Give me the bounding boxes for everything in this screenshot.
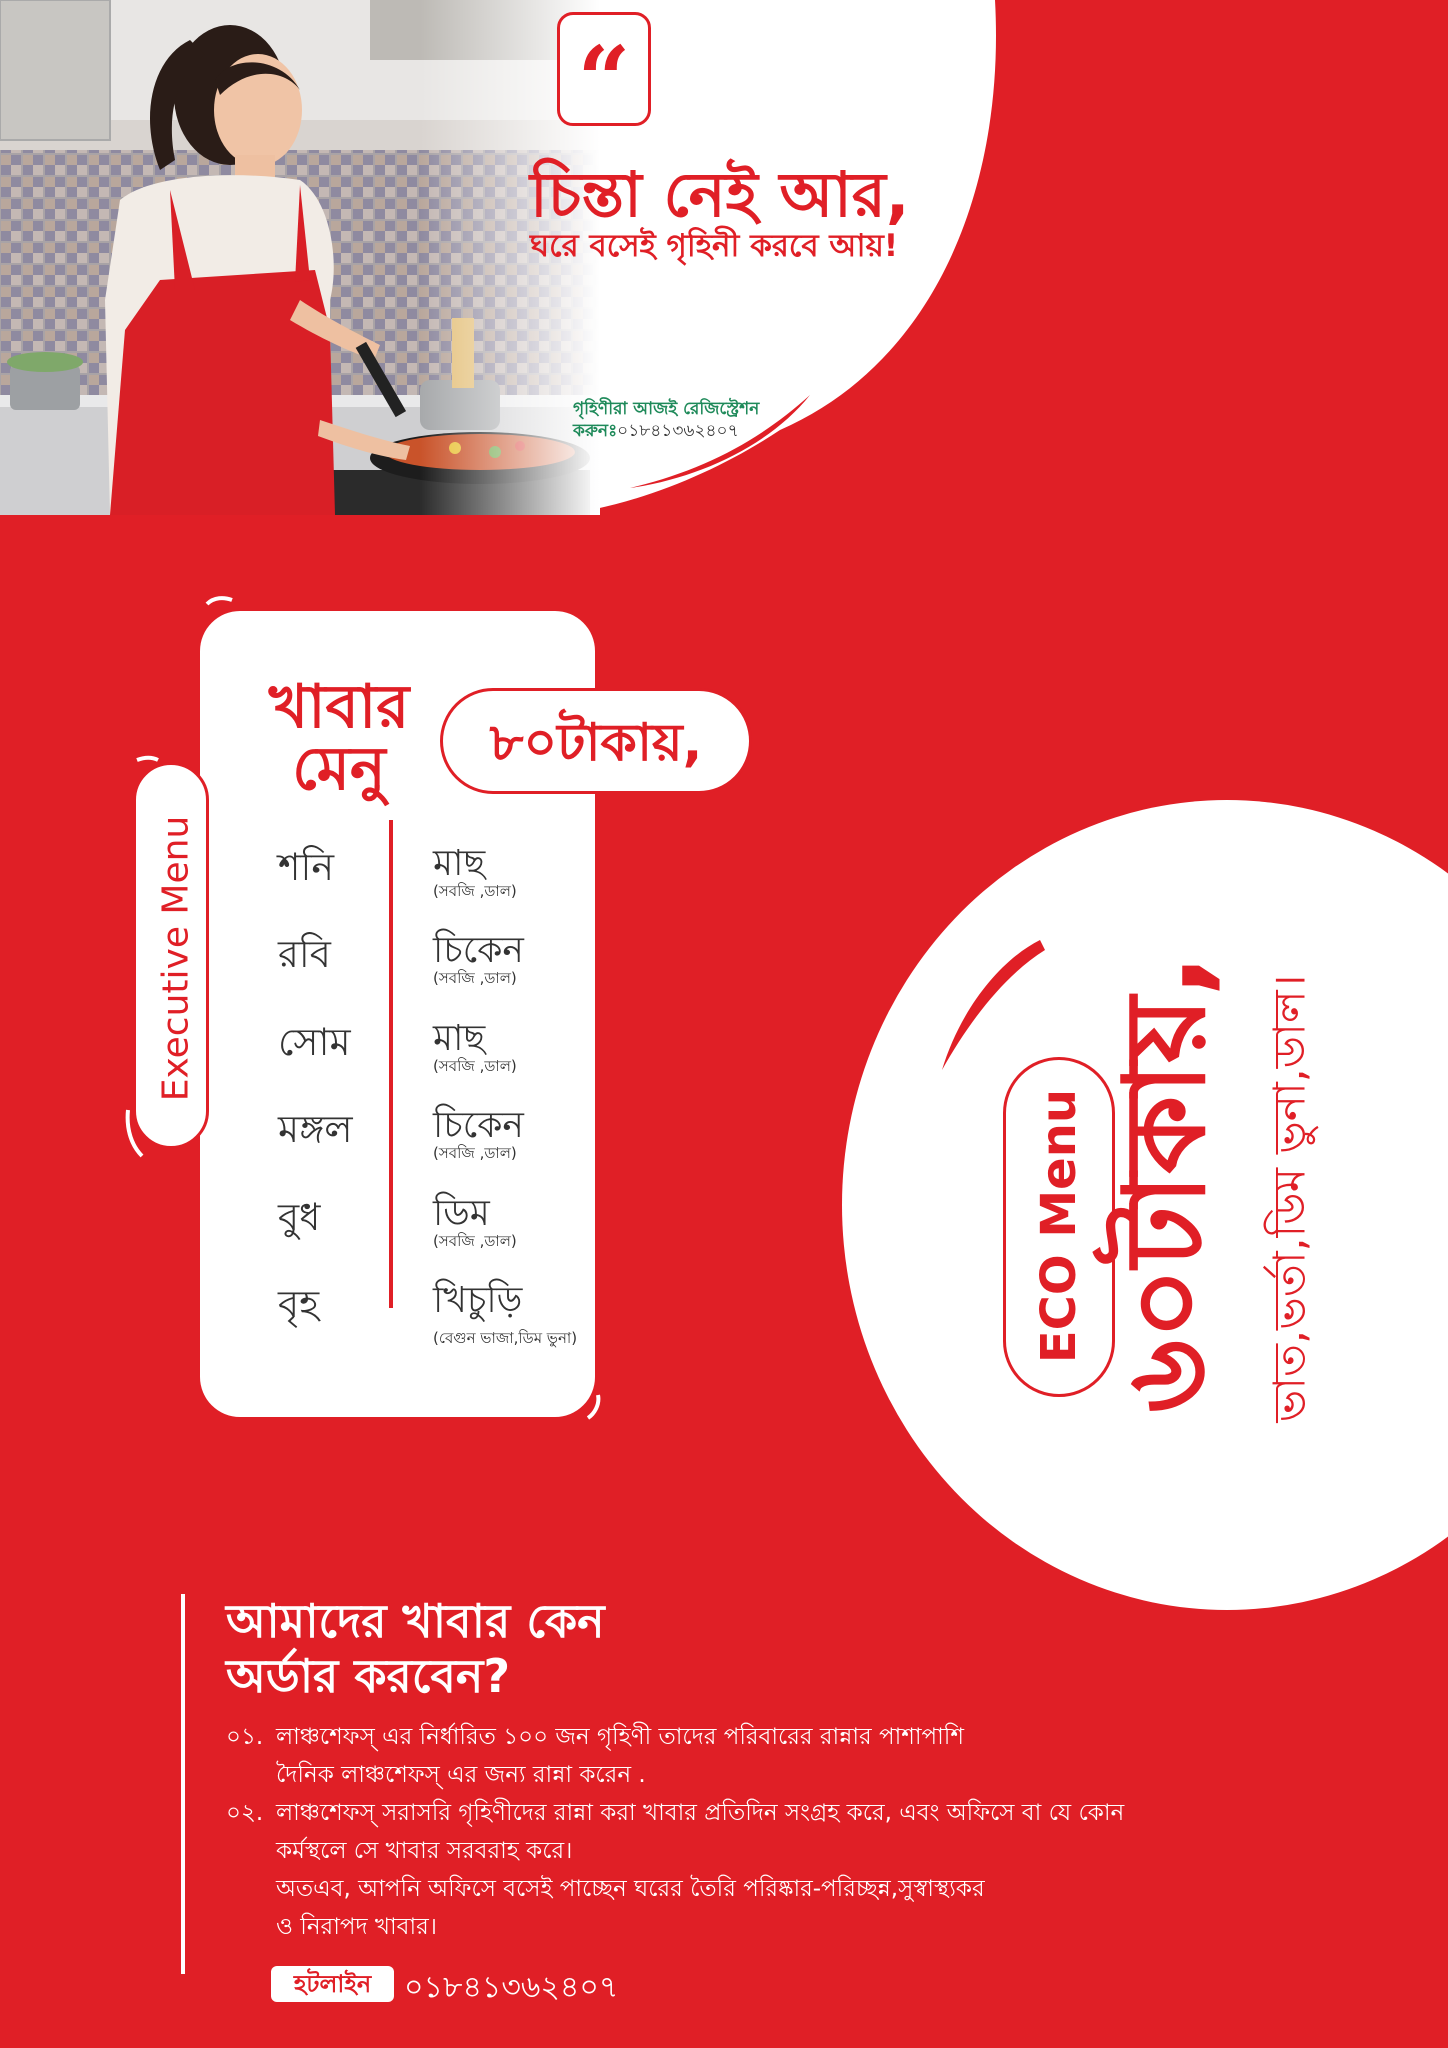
menu-dish: মাছ [433,1018,486,1059]
why-order-heading-line2: অর্ডার করবেন? [226,1649,511,1703]
menu-title-line2: মেনু [292,734,386,804]
menu-sides: (সবজি ,ডাল) [433,882,517,900]
menu-dish: ডিম [433,1193,490,1234]
menu-dish: চিকেন [433,1105,524,1146]
menu-sides: (সবজি ,ডাল) [433,1144,517,1162]
point-text: লাঞ্চশেফস্ সরাসরি গৃহিণীদের রান্না করা খাবার প্রতিদিন সংগ্রহ করে, এবং অফিসে বা যে কোন [276,1800,1125,1826]
point-text: কর্মস্থলে সে খাবার সরবরাহ করে। [276,1838,573,1864]
menu-day: বুধ [278,1195,321,1239]
menu-day: সোম [278,1020,351,1064]
point-text: ও নিরাপদ খাবার। [276,1914,437,1940]
registration-phone: ০১৮৪১৩৬২৪০৭ [617,421,739,441]
eco-items: ভাত,ভর্তা,ডিম ভুনা,ডাল। [1264,974,1316,1423]
section-accent-line [181,1594,185,1974]
menu-sides: (সবজি ,ডাল) [433,1057,517,1075]
point-text: দৈনিক লাঞ্চশেফস্ এর জন্য রান্না করেন . [276,1762,646,1788]
why-order-heading-line1: আমাদের খাবার কেন [226,1594,605,1648]
point-number: ০২. [226,1800,264,1826]
quote-icon [557,12,651,134]
quote-mark: “ [577,26,631,134]
menu-day: শনি [278,845,335,889]
menu-dish: চিকেন [433,930,524,971]
menu-day: বৃহ [278,1282,320,1326]
menu-day: মঙ্গল [278,1107,353,1151]
menu-day: রবি [278,932,331,976]
hero-subheadline: ঘরে বসেই গৃহিনী করবে আয়! [530,228,898,264]
point-text: লাঞ্চশেফস্ এর নির্ধারিত ১০০ জন গৃহিণী তাদের পরিবারের রান্নার পাশাপাশি [276,1724,964,1750]
eco-price: ৬০টাকায়, [1100,954,1231,1413]
point-text: অতএব, আপনি অফিসে বসেই পাচ্ছেন ঘরের তৈরি পরিষ্কার-পরিচ্ছন্ন,সুস্বাস্থ্যকর [276,1876,985,1902]
point-number: ০১. [226,1724,264,1750]
hero-headline: চিন্তা নেই আর, [530,158,910,231]
menu-title-line1: খাবার [268,672,410,742]
menu-sides: (সবজি ,ডাল) [433,1232,517,1250]
eco-arc-decoration [930,935,1050,1075]
registration-text: গৃহিণীরা আজই রেজিস্ট্রেশন [573,399,760,419]
executive-menu-label: Executive Menu [155,815,197,1102]
registration-label: করুনঃ [573,421,618,441]
hotline-number[interactable]: ০১৮৪১৩৬২৪০৭ [404,1970,619,2005]
menu-divider [389,820,393,1308]
executive-price-badge: ৮০টাকায়, [440,688,752,794]
menu-dish: মাছ [433,843,486,884]
eco-menu-label: ECO Menu [1031,1088,1087,1364]
registration-phone-line [573,418,739,446]
menu-sides: (সবজি ,ডাল) [433,969,517,987]
menu-sides: (বেগুন ভাজা,ডিম ভুনা) [433,1329,578,1347]
hero-photo [0,0,600,515]
cooking-woman-illustration [0,0,600,515]
hotline-label: হটলাইন [271,1966,394,2002]
menu-dish: খিচুড়ি [433,1280,523,1321]
menu-title [254,672,424,804]
